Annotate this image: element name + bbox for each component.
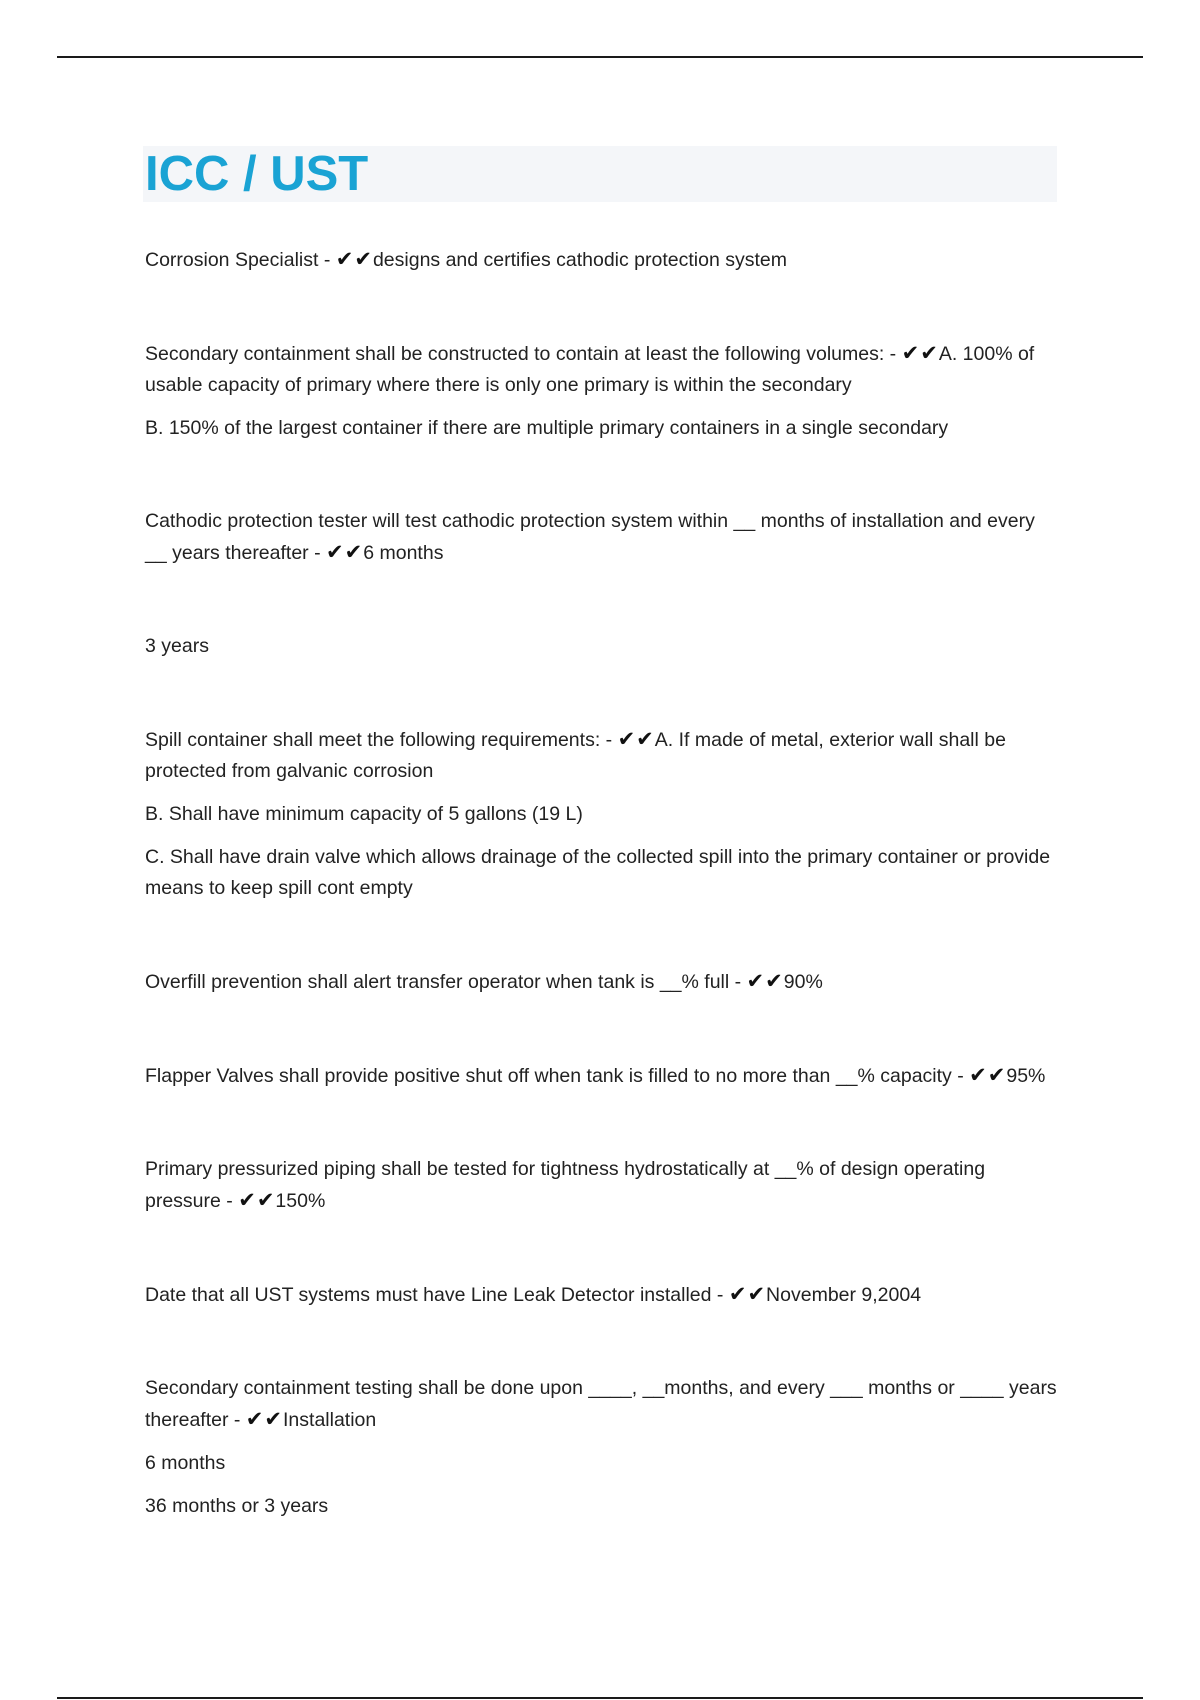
answer-text: 6 months (363, 542, 444, 564)
qa-item (145, 724, 1060, 787)
qa-item (145, 1373, 1060, 1436)
qa-item (145, 1154, 1060, 1217)
document-title: ICC / UST (145, 147, 369, 201)
check-icon: ✔ (245, 1407, 264, 1431)
check-icon: ✔ (256, 1188, 275, 1212)
answer-text: A. If made of metal, exterior wall shall be protected from galvanic corrosion (145, 729, 1006, 782)
answer-continuation: 6 months (145, 1452, 226, 1474)
qa-item (145, 1279, 1060, 1311)
answer-continuation: C. Shall have drain valve which allows drainage of the collected spill into the primary container or provide means to keep spill cont empty (145, 846, 1051, 899)
top-rule (57, 56, 1143, 58)
question-text: Secondary containment testing shall be done upon ____, __months, and every ___ months or ____ years thereafter - (145, 1377, 1057, 1431)
question-text: Cathodic protection tester will test cathodic protection system within __ months of installation and every __ years thereafter - (145, 510, 1035, 564)
answer-text: A. 100% of usable capacity of primary where there is only one primary is within the secondary (145, 343, 1035, 396)
answer-continuation: B. Shall have minimum capacity of 5 gallons (19 L) (145, 803, 583, 825)
check-icon: ✔ (238, 1188, 256, 1212)
check-icon: ✔ (636, 727, 654, 751)
check-icon: ✔ (264, 1407, 283, 1431)
check-icon: ✔ (969, 1063, 987, 1087)
answer-continuation: B. 150% of the largest container if there are multiple primary containers in a single secondary (145, 417, 949, 439)
question-text: Flapper Valves shall provide positive shut off when tank is filled to no more than __% capacity - (145, 1065, 970, 1087)
answer-text: 90% (783, 971, 823, 993)
check-icon: ✔ (354, 247, 372, 271)
qa-item (145, 506, 1060, 569)
check-icon: ✔ (987, 1063, 1006, 1087)
question-text: Corrosion Specialist - (145, 249, 336, 271)
answer-text: 95% (1006, 1065, 1046, 1087)
answer-continuation: 36 months or 3 years (145, 1495, 329, 1517)
question-text: Primary pressurized piping shall be tested for tightness hydrostatically at __% of design operating pressure - (145, 1158, 986, 1212)
question-text: Spill container shall meet the following requirements: - (145, 729, 618, 751)
qa-item (145, 1060, 1060, 1092)
check-icon: ✔ (746, 969, 765, 993)
answer-text: Installation (283, 1409, 377, 1431)
answer-text: designs and certifies cathodic protection system (372, 249, 787, 271)
check-icon: ✔ (335, 247, 354, 271)
check-icon: ✔ (326, 540, 344, 564)
qa-item (145, 338, 1060, 401)
check-icon: ✔ (920, 341, 938, 365)
standalone-answer: 3 years (145, 635, 209, 657)
qa-item (145, 244, 1060, 276)
question-text: Overfill prevention shall alert transfer operator when tank is __% full - (145, 971, 747, 993)
qa-item (145, 966, 1060, 998)
question-text: Date that all UST systems must have Line Leak Detector installed - (145, 1284, 729, 1306)
answer-text: November 9,2004 (766, 1284, 922, 1306)
check-icon: ✔ (747, 1282, 766, 1306)
bottom-rule (57, 1697, 1143, 1699)
check-icon: ✔ (344, 540, 363, 564)
qa-list (145, 244, 1060, 1522)
question-text: Secondary containment shall be constructed to contain at least the following volumes: - (145, 343, 902, 365)
check-icon: ✔ (728, 1282, 747, 1306)
check-icon: ✔ (765, 969, 783, 993)
answer-text: 150% (275, 1190, 326, 1212)
check-icon: ✔ (901, 341, 920, 365)
check-icon: ✔ (617, 727, 636, 751)
